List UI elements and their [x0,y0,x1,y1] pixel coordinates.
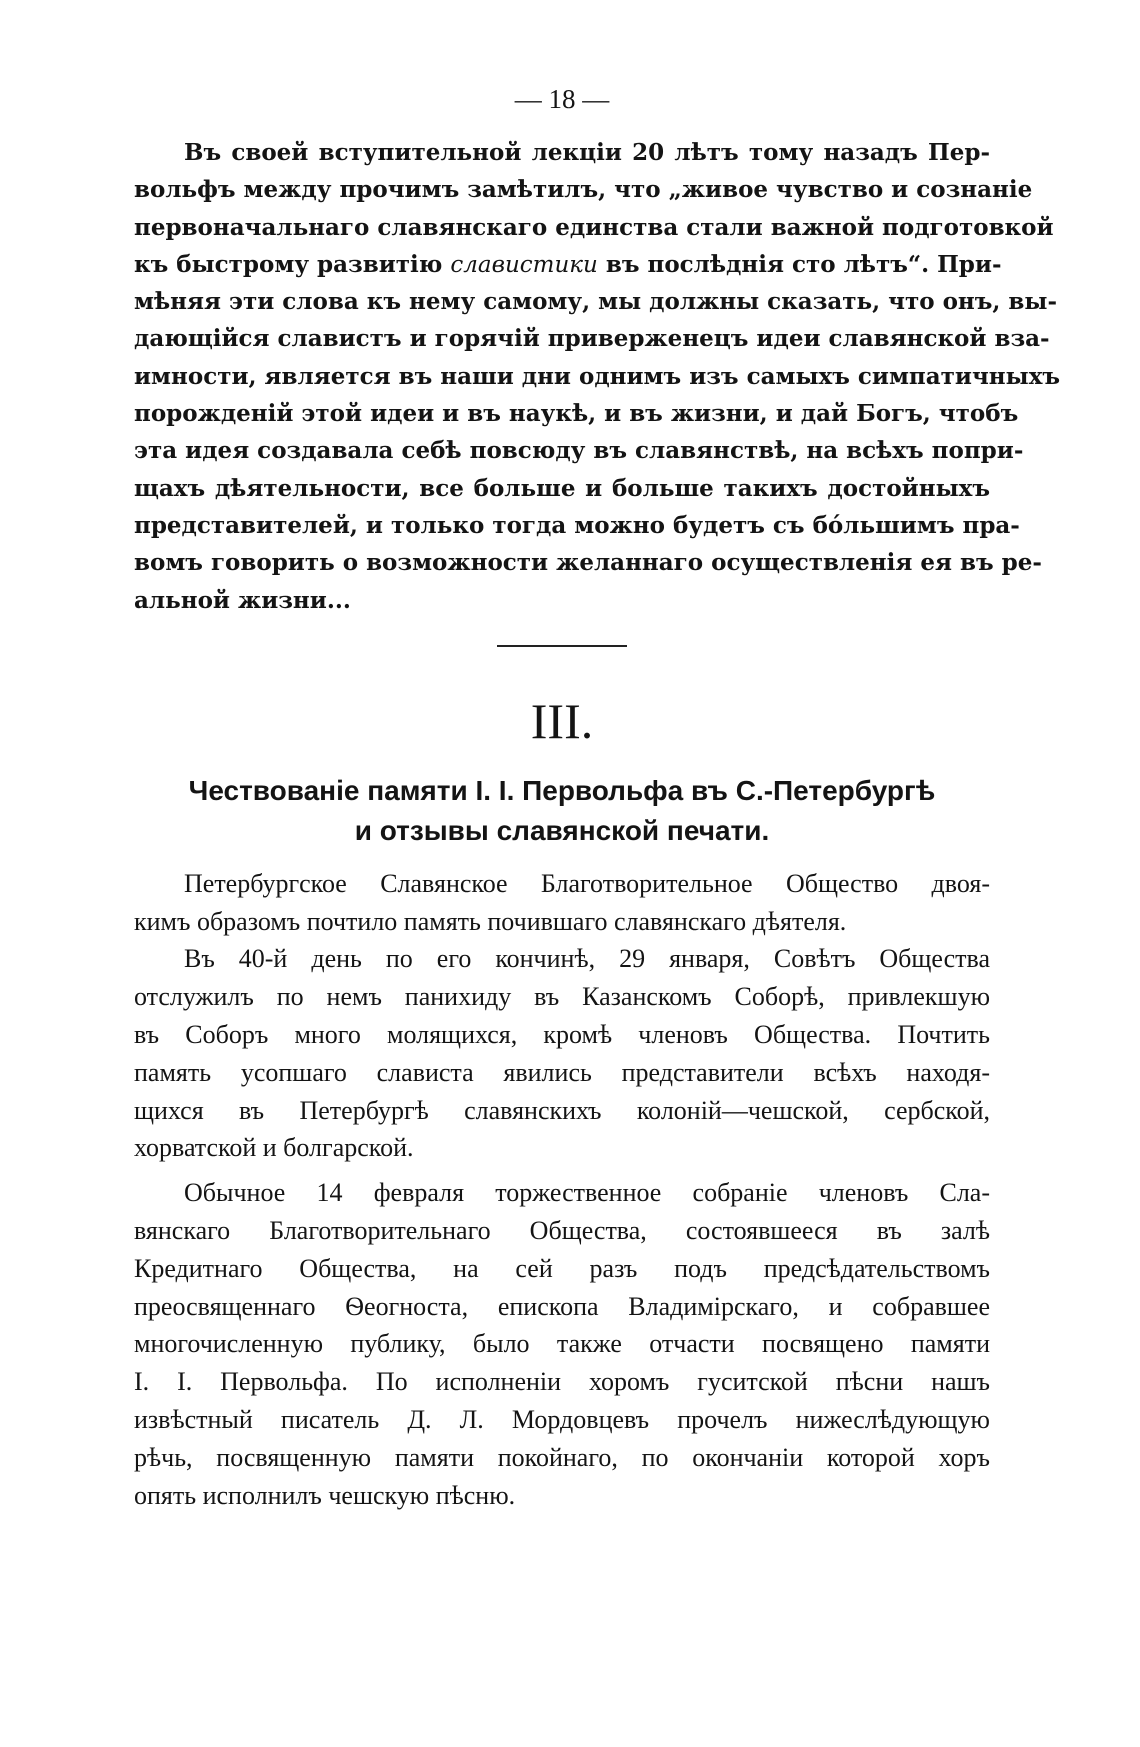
text-line: въ Соборъ много молящихся, кромѣ членовъ Общества. Почтить [134,1020,990,1050]
section-title-line: Чествованіе памяти І. І. Первольфа въ С.-Петербургѣ [188,774,936,806]
text-line: вольфъ между прочимъ замѣтилъ, что „живое чувство и сознаніе [134,176,1033,204]
text-line: Обычное 14 февраля торжественное собраніе членовъ Сла- [184,1178,990,1208]
quote-paragraph [134,134,1061,619]
text-line: вомъ говорить о возможности желаннаго осуществленія ея въ ре- [134,549,1042,577]
body-paragraph [134,940,990,1167]
text-line: мѣняя эти слова къ нему самому, мы должны сказать, что онъ, вы- [134,288,1058,316]
text-line: представителей, и только тогда можно будетъ съ бóльшимъ пра- [134,511,1020,539]
text-line: хорватской и болгарской. [134,1133,414,1163]
text-line: многочисленную публику, было также отчасти посвящено памяти [134,1329,990,1359]
text-fragment: къ быстрому развитію [134,250,443,278]
page-number: — 18 — [514,84,610,114]
text-line: дающійся славистъ и горячій приверженецъ идеи славянской вза- [134,325,1050,353]
text-line: Въ своей вступительной лекціи 20 лѣтъ тому назадъ Пер- [184,139,990,166]
book-page [134,84,1061,1514]
text-line: память усопшаго слависта явились представители всѣхъ находя- [134,1057,990,1087]
text-line: І. І. Первольфа. По исполненіи хоромъ гуситской пѣсни нашъ [134,1367,990,1397]
text-line: первоначальнаго славянскаго единства стали важной подготовкой [134,213,1054,241]
text-line: альной жизни... [134,586,351,614]
text-line-with-italic [134,246,1002,283]
text-line: эта идея создавала себѣ повсюду въ славянствѣ, на всѣхъ попри- [134,437,1024,465]
section-title-line: и отзывы славянской печати. [354,814,770,846]
text-line: опять исполнилъ чешскую пѣсню. [134,1480,516,1510]
text-line: извѣстный писатель Д. Л. Мордовцевъ прочелъ нижеслѣдующую [134,1405,990,1435]
text-line: имности, является въ наши дни однимъ изъ самыхъ симпатичныхъ [134,362,1061,390]
text-line: вянскаго Благотворительнаго Общества, состоявшееся въ залѣ [134,1216,990,1246]
section-divider [497,645,627,647]
section-numeral: III. [530,692,594,749]
text-line: щихся въ Петербургѣ славянскихъ колоній—чешской, сербской, [134,1095,990,1125]
italic-term: славистики [450,251,598,278]
text-fragment: въ послѣднія сто лѣтъ“. При- [605,250,1002,278]
text-line: порожденій этой идеи и въ наукѣ, и въ жизни, и дай Богъ, чтобъ [134,400,1019,428]
text-line: рѣчь, посвященную памяти покойнаго, по окончаніи которой хоръ [134,1442,990,1472]
body-paragraph [134,1174,990,1514]
section-title [134,771,990,851]
text-line: преосвященнаго Ѳеогноста, епископа Владимірскаго, и собравшее [134,1291,990,1321]
text-line: щахъ дѣятельности, все больше и больше такихъ достойныхъ [134,474,990,502]
text-line: отслужилъ по немъ панихиду въ Казанскомъ Соборѣ, привлекшую [134,982,990,1012]
text-line: Кредитнаго Общества, на сей разъ подъ предсѣдательствомъ [134,1253,990,1283]
text-line: кимъ образомъ почтило память почившаго славянскаго дѣятеля. [134,906,847,936]
body-paragraph [134,865,990,941]
text-line: Въ 40-й день по его кончинѣ, 29 января, Совѣтъ Общества [184,944,990,974]
text-line: Петербургское Славянское Благотворительное Общество двоя- [184,868,990,898]
